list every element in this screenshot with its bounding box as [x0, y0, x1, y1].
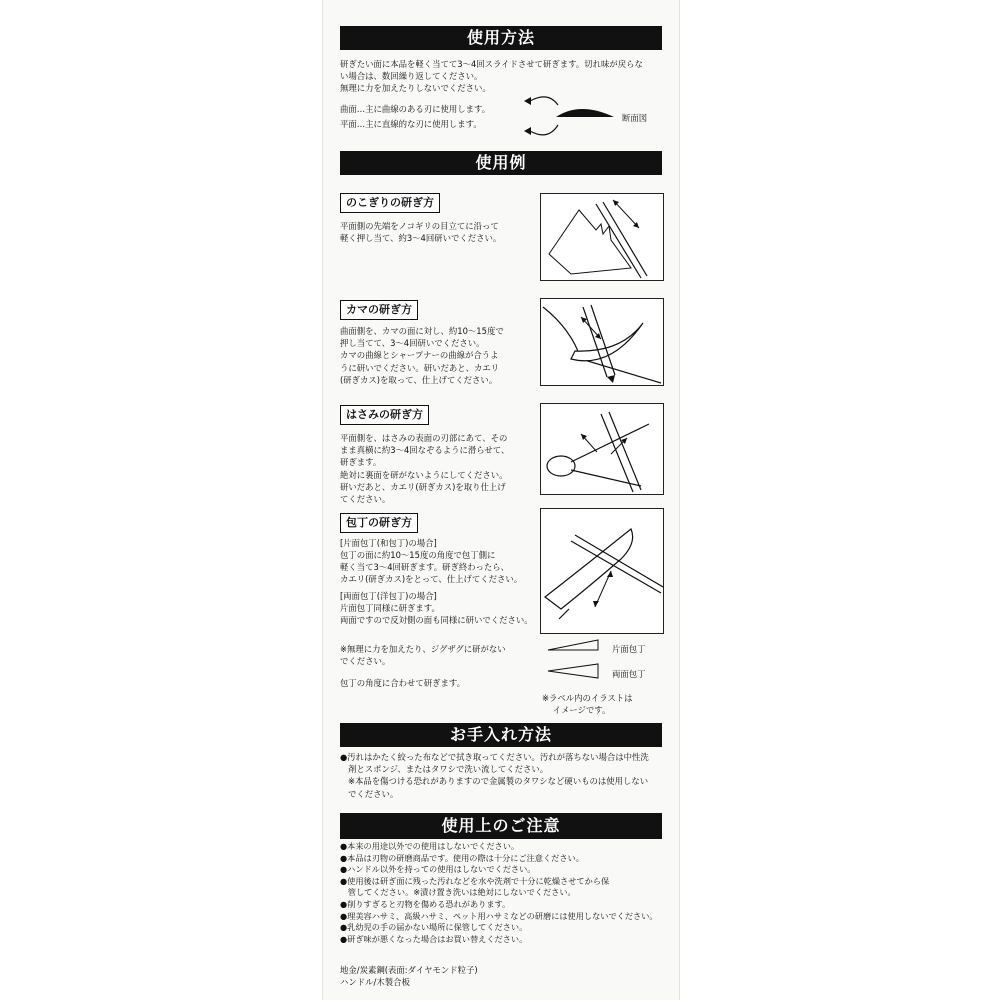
knife-double-heading: [両面包丁(洋包丁)の場合] [340, 591, 437, 601]
saw-heading: のこぎりの研ぎ方 [340, 193, 440, 213]
knife-double-text: 片面包丁同様に研ぎます。 両面ですので反対側の面も同様に研いでください。 [340, 603, 533, 626]
knife-illustration [540, 508, 664, 634]
care-title: お手入れ方法 [340, 723, 662, 747]
care-text: ●汚れはかたく絞った布などで拭き取ってください。汚れが落ちない場合は中性洗 剤とスポンジ、またはタワシで洗い流してください。 ※本品を傷つける恐れがありますので金属製のタワシなど硬いものは使用しない でください。 [340, 752, 649, 799]
usage-title: 使用方法 [340, 26, 662, 50]
scissors-illustration [540, 403, 664, 495]
materials-text: 地金/炭素鋼(表面:ダイヤモンド粒子) ハンドル/木製合板 [340, 965, 478, 988]
image-note: ※ラベル内のイラストは イメージです。 [542, 693, 633, 716]
saw-illustration [540, 193, 664, 281]
usage-intro: 研ぎたい面に本品を軽く当てて3～4回スライドさせて研ぎます。切れ味が戻らな い場合は、数回繰り返してください。 無理に力を加えたりしないでください。 [340, 59, 643, 94]
sickle-illustration [540, 298, 664, 386]
usage-curved: 曲面…主に曲線のある刃に使用します。 [340, 104, 491, 114]
knife-single-text: 包丁の面に約10～15度の角度で包丁側に 軽く当て3～4回研ぎます。研ぎ終わったら、 カエリ(研ぎカス)をとって、仕上げてください。 [340, 550, 523, 585]
single-edge-diagram [546, 638, 602, 654]
scissors-text: 平面側を、はさみの表面の刃部にあて、その まま真横に約3～4回なぞるように滑らせて、 研ぎます。 絶対に裏面を研がないようにしてください。 研いだあと、カエリ(研ぎカス)を取り仕上げ てください。 [340, 433, 510, 505]
cross-section-diagram [518, 93, 618, 141]
double-edge-diagram [546, 662, 602, 680]
sickle-heading: カマの研ぎ方 [340, 300, 418, 320]
examples-title: 使用例 [340, 151, 662, 175]
label-double-edge: 両面包丁 [612, 669, 646, 679]
knife-note-1: ※無理に力を加えたり、ジグザグに研がない でください。 [340, 644, 506, 667]
section-label: 断面図 [622, 113, 648, 123]
label-single-edge: 片面包丁 [612, 644, 646, 654]
saw-text: 平面側の先端をノコギリの目立てに沿って 軽く押し当て、約3～4回研いでください。 [340, 221, 502, 244]
knife-single-heading: [片面包丁(和包丁)の場合] [340, 538, 437, 548]
caution-text: ●本来の用途以外での使用はしないでください。 ●本品は刃物の研磨商品です。使用の際は十分にご注意ください。 ●ハンドル以外を持っての使用はしないでください。 ●使用後は研ぎ面に残った汚れなどを水や洗剤で十分に乾燥させてから保 管してください。※漬け置き洗いは絶対にしないでください。 ●削りすぎると刃物を傷める恐れがあります。 ●理美容ハサミ、高級ハサミ、ペット用ハサミなどの研磨には使用しないでください。 ●乳幼児の手の届かない場所に保管してください。 ●研ぎ味が悪くなった場合はお買い替えください。 [340, 841, 658, 944]
knife-note-2: 包丁の角度に合わせて研ぎます。 [340, 678, 465, 688]
sickle-text: 曲面側を、カマの面に対し、約10～15度で 押し当てて、3～4回研いでください。 カマの曲線とシャープナーの曲線が合うよ うに研いでください。研いだあと、カエリ (研ぎカス)を取って、仕上げてください。 [340, 326, 504, 385]
caution-title: 使用上のご注意 [340, 813, 662, 839]
usage-flat: 平面…主に直線的な刃に使用します。 [340, 119, 482, 129]
knife-heading: 包丁の研ぎ方 [340, 513, 418, 533]
scissors-heading: はさみの研ぎ方 [340, 405, 429, 425]
